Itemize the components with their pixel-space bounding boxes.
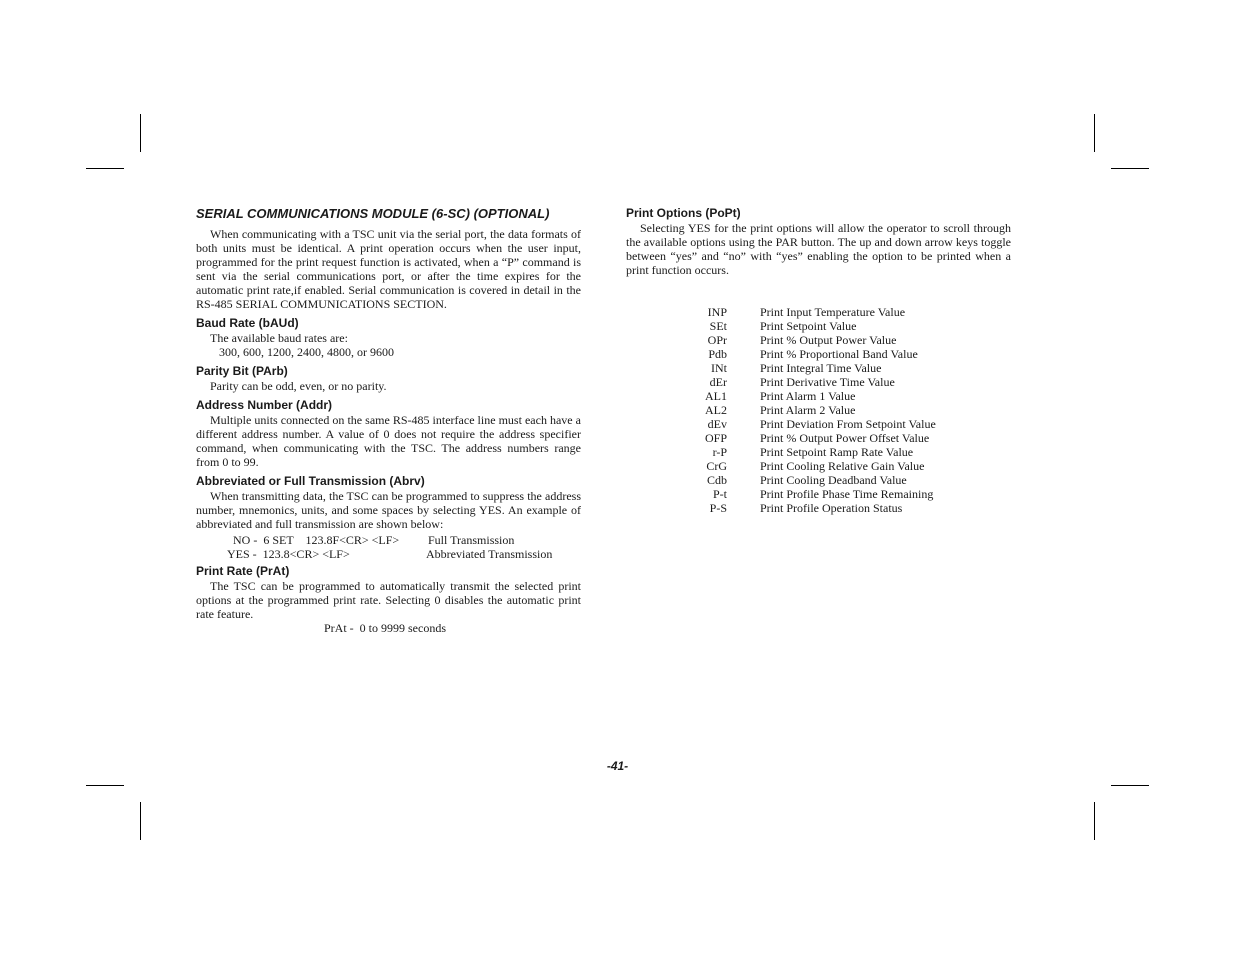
list-item (626, 431, 1011, 445)
crop-mark (1094, 802, 1095, 840)
option-code: SEt (709, 319, 727, 333)
abbrev-paragraph: When transmitting data, the TSC can be programmed to suppress the address number, mnemonics, units, and some spaces by selecting YES. An example of abbreviated and full transmission are shown below: (196, 489, 581, 531)
option-desc: Print % Output Power Offset Value (760, 431, 930, 445)
crop-mark (1111, 168, 1149, 169)
list-item (626, 375, 1011, 389)
list-item (626, 459, 1011, 473)
list-item (626, 501, 1011, 515)
list-item (626, 389, 1011, 403)
intro-paragraph: When communicating with a TSC unit via the serial port, the data formats of both units must be identical. A print operation occurs when the user input, programmed for the print request function is activated, when a “P” command is sent via the serial communications port, or after the time expires for the automatic print rate,if enabled. Serial communication is covered in detail in the RS-485 SERIAL COMMUNICATIONS SECTION. (196, 227, 581, 311)
parity-heading: Parity Bit (PArb) (196, 364, 288, 378)
abbrev-heading: Abbreviated or Full Transmission (Abrv) (196, 474, 425, 488)
list-item (626, 487, 1011, 501)
example-yes: YES - 123.8<CR> <LF> (227, 547, 350, 561)
page-number: -41- (606, 759, 629, 773)
print-rate-paragraph: The TSC can be programmed to automatically transmit the selected print options at the programmed print rate. Selecting 0 disables the automatic print rate feature. (196, 579, 581, 621)
crop-mark (86, 168, 124, 169)
example-yes-label: Abbreviated Transmission (426, 547, 553, 561)
crop-mark (86, 785, 124, 786)
address-paragraph: Multiple units connected on the same RS-485 interface line must each have a different address number. A value of 0 does not require the address specifier command, when communicating with the TSC. The address numbers range from 0 to 99. (196, 413, 581, 469)
option-code: OFP (704, 431, 727, 445)
option-code: INt (711, 361, 727, 375)
option-code: CrG (706, 459, 727, 473)
parity-text: Parity can be odd, even, or no parity. (210, 379, 387, 393)
option-desc: Print Deviation From Setpoint Value (760, 417, 936, 431)
crop-mark (1111, 785, 1149, 786)
baud-rate-values: 300, 600, 1200, 2400, 4800, or 9600 (219, 345, 394, 359)
crop-mark (1094, 114, 1095, 152)
option-code: AL1 (705, 389, 727, 403)
option-code: r-P (712, 445, 727, 459)
print-rate-heading: Print Rate (PrAt) (196, 564, 290, 578)
option-desc: Print % Output Power Value (760, 333, 897, 347)
option-code: dEv (707, 417, 727, 431)
example-no-label: Full Transmission (428, 533, 515, 547)
list-item (626, 347, 1011, 361)
option-desc: Print Profile Phase Time Remaining (760, 487, 934, 501)
baud-rate-text: The available baud rates are: (210, 331, 348, 345)
right-column (626, 206, 1011, 277)
option-code: AL2 (705, 403, 727, 417)
option-desc: Print % Proportional Band Value (760, 347, 918, 361)
list-item (626, 305, 1011, 319)
print-options-list (626, 305, 1011, 515)
list-item (626, 417, 1011, 431)
option-desc: Print Cooling Deadband Value (760, 473, 907, 487)
option-code: dEr (709, 375, 727, 389)
list-item (626, 473, 1011, 487)
option-desc: Print Alarm 2 Value (760, 403, 856, 417)
option-desc: Print Setpoint Value (760, 319, 857, 333)
option-desc: Print Integral Time Value (760, 361, 882, 375)
list-item (626, 403, 1011, 417)
print-options-heading: Print Options (PoPt) (626, 206, 741, 220)
crop-mark (140, 114, 141, 152)
option-code: Pdb (708, 347, 727, 361)
option-code: P-S (709, 501, 727, 515)
option-desc: Print Alarm 1 Value (760, 389, 856, 403)
list-item (626, 319, 1011, 333)
option-desc: Print Derivative Time Value (760, 375, 895, 389)
crop-mark (140, 802, 141, 840)
option-code: P-t (712, 487, 727, 501)
option-code: OPr (707, 333, 727, 347)
option-desc: Print Profile Operation Status (760, 501, 903, 515)
example-no: NO - 6 SET 123.8F<CR> <LF> (233, 533, 400, 547)
list-item (626, 361, 1011, 375)
baud-rate-heading: Baud Rate (bAUd) (196, 316, 299, 330)
option-desc: Print Setpoint Ramp Rate Value (760, 445, 914, 459)
section-title: SERIAL COMMUNICATIONS MODULE (6-SC) (OPTIONAL) (196, 206, 550, 221)
option-desc: Print Cooling Relative Gain Value (760, 459, 925, 473)
option-code: INP (707, 305, 727, 319)
option-desc: Print Input Temperature Value (760, 305, 906, 319)
list-item (626, 333, 1011, 347)
print-rate-range: PrAt - 0 to 9999 seconds (324, 621, 446, 635)
address-heading: Address Number (Addr) (196, 398, 333, 412)
left-column (196, 206, 581, 635)
option-code: Cdb (706, 473, 727, 487)
list-item (626, 445, 1011, 459)
transmission-example (196, 533, 581, 561)
print-options-paragraph: Selecting YES for the print options will allow the operator to scroll through the available options using the PAR button. The up and down arrow keys toggle between “yes” and “no” with “yes” enabling the option to be printed when a print function occurs. (626, 221, 1011, 277)
